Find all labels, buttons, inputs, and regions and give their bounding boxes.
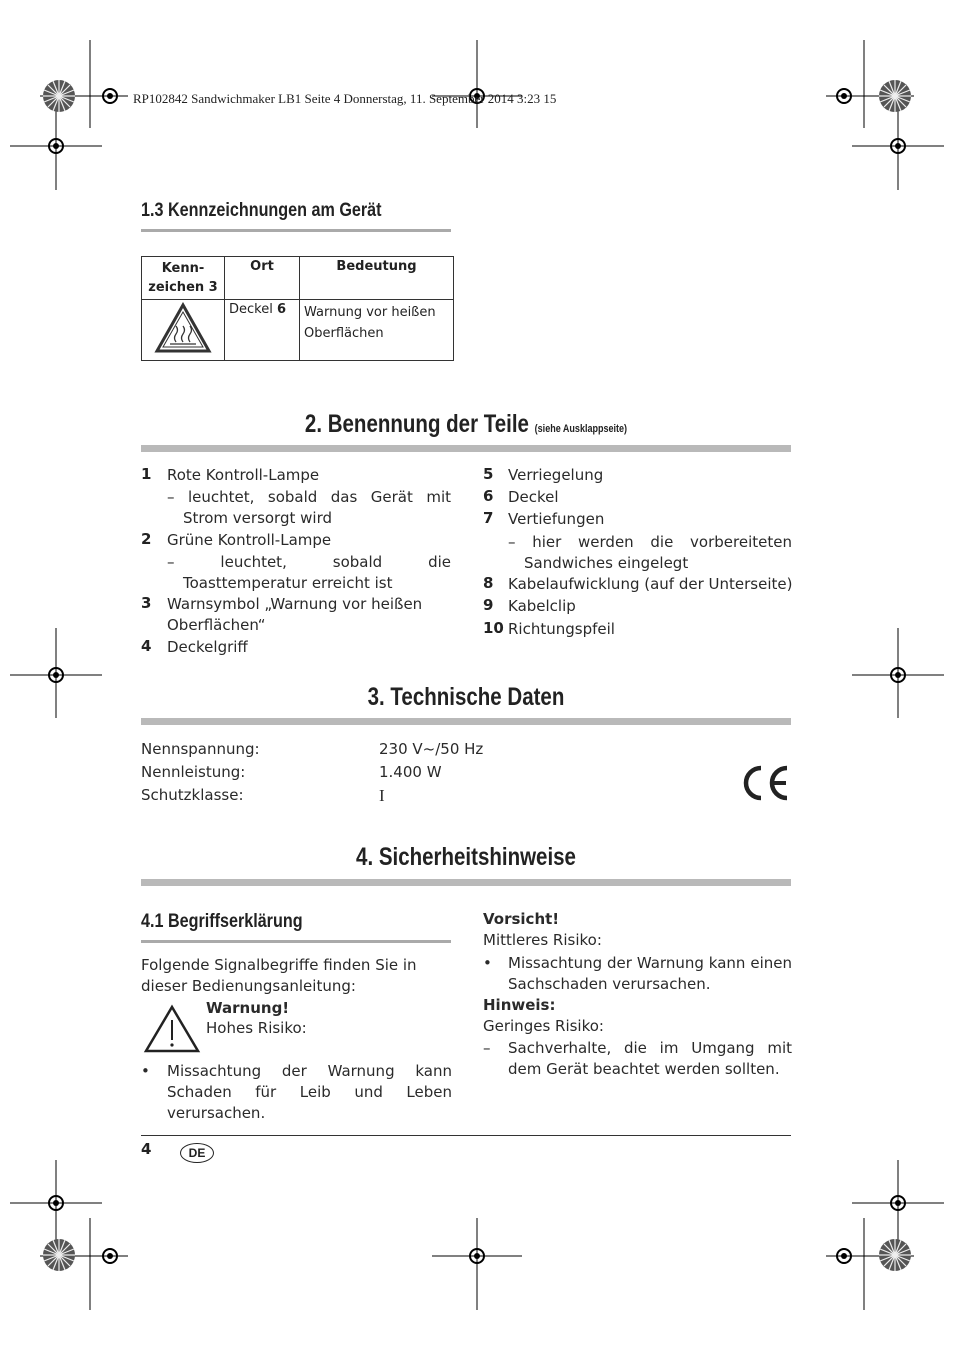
table-header-bedeutung: Bedeutung bbox=[300, 257, 454, 300]
section-2-bar bbox=[141, 445, 791, 452]
part-number: 6 bbox=[483, 487, 494, 505]
section-2-title-note: (siehe Ausklappseite) bbox=[534, 423, 628, 435]
section-3-heading: 3. Technische Daten bbox=[367, 683, 565, 711]
warnung-bullet-text: Missachtung der Warnung kann Schaden für Leib und Leben verursachen. bbox=[167, 1062, 452, 1122]
hinweis-label: Hinweis: bbox=[483, 996, 556, 1014]
part-number: 3 bbox=[141, 594, 152, 612]
section-2-title: 2. Benennung der Teile bbox=[304, 410, 529, 438]
section-1-3-rule bbox=[141, 229, 451, 232]
spec-value: 1.400 W bbox=[379, 763, 442, 781]
section-3-bar bbox=[141, 718, 791, 725]
spec-label: Nennspannung: bbox=[141, 740, 260, 758]
table-header-kennzeichen: Kenn- zeichen 3 bbox=[142, 257, 225, 300]
footer-rule bbox=[141, 1135, 791, 1136]
section-1-3-heading: 1.3 Kennzeichnungen am Gerät bbox=[141, 200, 382, 221]
bullet: • bbox=[141, 1062, 150, 1080]
bullet-dash: – bbox=[483, 1039, 491, 1057]
spec-value: 230 V~/50 Hz bbox=[379, 740, 484, 758]
part-label: Vertiefungen bbox=[508, 510, 605, 528]
section-4-bar bbox=[141, 879, 791, 886]
part-number: 7 bbox=[483, 509, 494, 527]
symbol-table bbox=[141, 256, 454, 361]
part-number: 2 bbox=[141, 530, 152, 548]
language-badge: DE bbox=[180, 1143, 214, 1163]
table-cell-bedeutung: Warnung vor heißen Oberflächen bbox=[300, 300, 454, 361]
vorsicht-bullet-text: Missachtung der Warnung kann einen Sachschaden verursachen. bbox=[508, 954, 792, 993]
spec-value: I bbox=[379, 786, 385, 805]
ce-mark-icon bbox=[739, 764, 791, 802]
print-info-line: RP102842 Sandwichmaker LB1 Seite 4 Donnerstag, 11. September 2014 3:23 15 bbox=[133, 91, 557, 106]
page-number: 4 bbox=[141, 1140, 152, 1158]
part-sub-description: – leuchtet, sobald die Toasttemperatur erreicht ist bbox=[167, 553, 451, 592]
part-label: Grüne Kontroll-Lampe bbox=[167, 531, 332, 549]
part-label: Deckelgriff bbox=[167, 638, 248, 656]
part-label: Warnsymbol „Warnung vor heißen Oberflächen“ bbox=[167, 595, 423, 634]
part-number: 9 bbox=[483, 596, 494, 614]
spec-label: Schutzklasse: bbox=[141, 786, 244, 804]
section-2-heading bbox=[200, 410, 733, 439]
table-cell-ort bbox=[225, 300, 300, 361]
spec-label: Nennleistung: bbox=[141, 763, 246, 781]
vorsicht-label: Vorsicht! bbox=[483, 910, 560, 928]
part-label: Verriegelung bbox=[508, 466, 604, 484]
part-number: 10 bbox=[483, 619, 504, 637]
part-label: Rote Kontroll-Lampe bbox=[167, 466, 320, 484]
part-label: Kabelclip bbox=[508, 597, 576, 615]
table-header-ort: Ort bbox=[225, 257, 300, 300]
part-label: Richtungspfeil bbox=[508, 620, 615, 638]
part-number: 5 bbox=[483, 465, 494, 483]
warnung-risk: Hohes Risiko: bbox=[206, 1019, 307, 1037]
section-4-heading: 4. Sicherheitshinweise bbox=[356, 843, 576, 871]
part-sub-description: – hier werden die vorbereiteten Sandwiches eingelegt bbox=[508, 533, 792, 572]
hinweis-risk: Geringes Risiko: bbox=[483, 1017, 604, 1035]
warning-triangle-icon bbox=[143, 1004, 201, 1054]
part-number: 1 bbox=[141, 465, 152, 483]
ort-text: Deckel bbox=[229, 302, 277, 317]
ort-number: 6 bbox=[276, 302, 287, 317]
section-4-1-rule bbox=[141, 940, 451, 943]
table-cell-symbol bbox=[142, 300, 225, 361]
intro-paragraph: Folgende Signalbegriffe finden Sie in dieser Bedienungsanleitung: bbox=[141, 956, 417, 995]
section-4-1-heading: 4.1 Begriffserklärung bbox=[141, 911, 303, 932]
part-label: Deckel bbox=[508, 488, 559, 506]
part-number: 4 bbox=[141, 637, 152, 655]
part-label: Kabelaufwicklung (auf der Unterseite) bbox=[508, 575, 793, 593]
vorsicht-risk: Mittleres Risiko: bbox=[483, 931, 602, 949]
part-number: 8 bbox=[483, 574, 494, 592]
hinweis-bullet-text: Sachverhalte, die im Umgang mit dem Gerät beachtet werden sollten. bbox=[508, 1039, 792, 1078]
bullet: • bbox=[483, 954, 492, 972]
part-sub-description: – leuchtet, sobald das Gerät mit Strom versorgt wird bbox=[167, 488, 451, 527]
warnung-label: Warnung! bbox=[206, 999, 290, 1017]
hot-surface-warning-icon bbox=[154, 302, 212, 354]
